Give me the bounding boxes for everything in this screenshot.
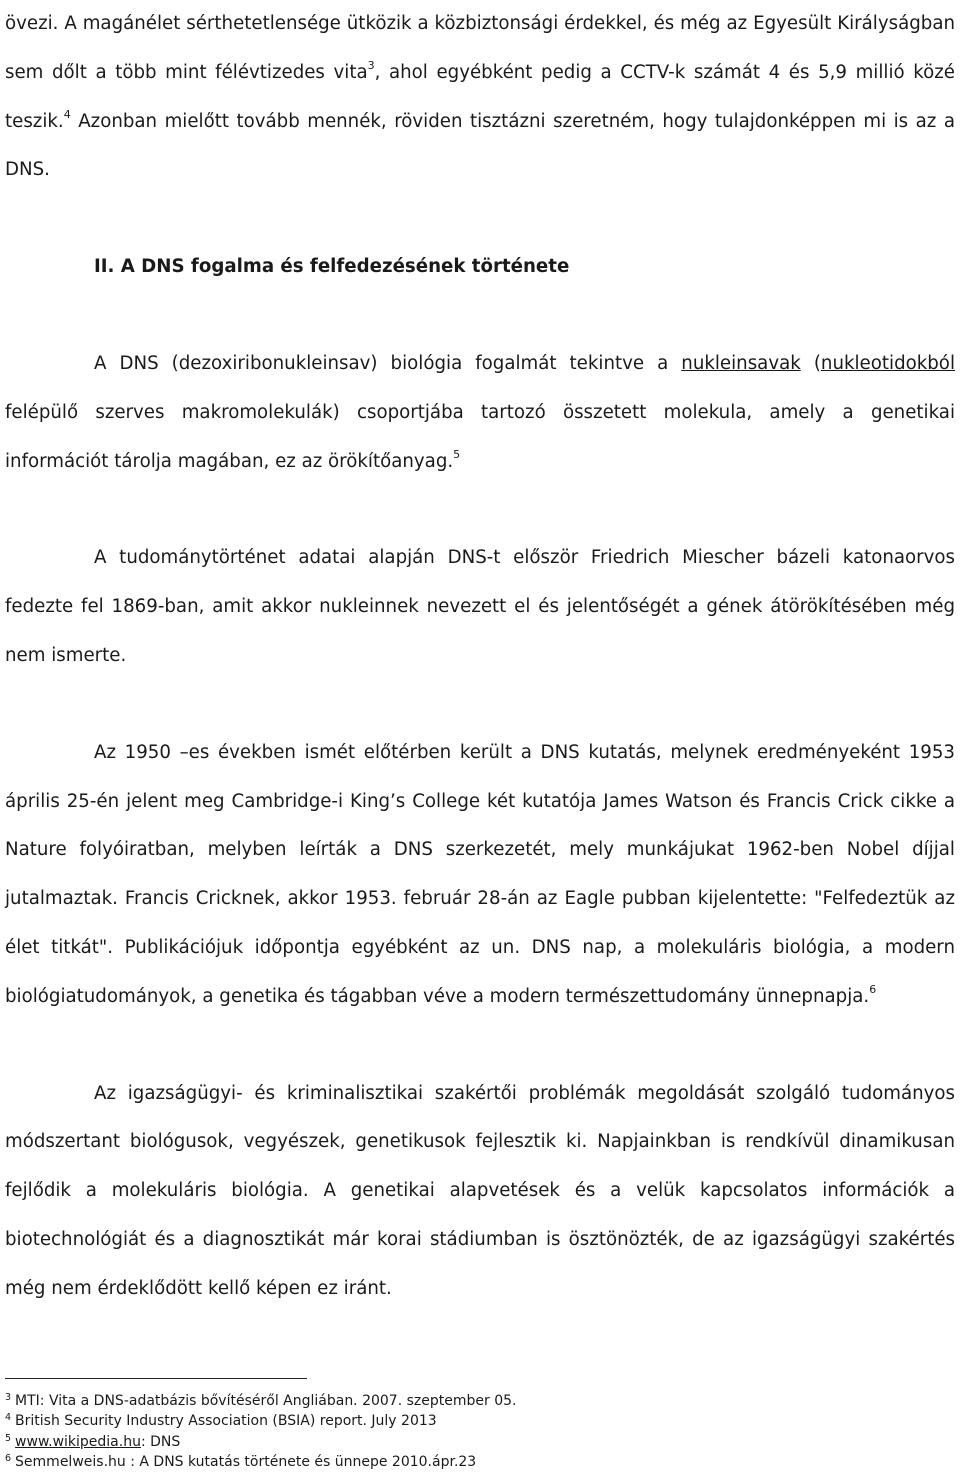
- footnote-text: MTI: Vita a DNS-adatbázis bővítéséről Angliában. 2007. szeptember 05.: [15, 1393, 517, 1409]
- footnote-4: [5, 1411, 955, 1431]
- footnote-text: : DNS: [140, 1433, 181, 1450]
- footnote-separator: [5, 1378, 307, 1379]
- document-page: [5, 0, 955, 1314]
- intro-text-1: övezi. A magánélet sérthetetlensége ütközik a közbiztonsági érdekkel, és még az Egyesült Királyságban sem dőlt a több mint félévtizedes vita: [5, 13, 955, 83]
- section-heading: II. A DNS fogalma és felfedezésének története: [94, 256, 570, 278]
- footnote-5: [5, 1432, 955, 1452]
- definition-text-3: felépülő szerves makromolekulák) csoportjába tartozó összetett molekula, amely a genetikai információt tárolja magában, ez az örökítőanyag.: [5, 401, 955, 472]
- nukleinsavak-link[interactable]: nukleinsavak: [681, 352, 801, 374]
- footnote-number: 6: [5, 1452, 12, 1464]
- nukleotidokbol-link[interactable]: nukleotidokból: [820, 352, 955, 374]
- footnote-3: [5, 1391, 955, 1411]
- definition-text-1: A DNS (dezoxiribonukleinsav) biológia fogalmát tekintve a: [94, 352, 682, 374]
- footnote-number: 4: [5, 1412, 12, 1424]
- footnote-ref-3[interactable]: 3: [367, 58, 375, 72]
- footnote-ref-4[interactable]: 4: [63, 107, 71, 121]
- watson-crick-paragraph: [5, 729, 955, 1022]
- footnote-6: [5, 1452, 955, 1472]
- intro-paragraph: [5, 0, 955, 195]
- forensic-paragraph: Az igazságügyi- és kriminalisztikai szakértői problémák megoldását szolgáló tudományos módszertant biológusok, vegyészek, genetikusok fejlesztik ki. Napjainkban is rendkívül dinamikusan fejlődik a molekuláris biológia. A genetikai alapvetések és a velük kapcsolatos információk a biotechnológiát és a diagnosztikát már korai stádiumban is ösztönözték, de az igazságügyi szakértés még nem érdeklődött kellő képen ez iránt.: [5, 1082, 955, 1299]
- definition-text-2: (: [800, 352, 821, 374]
- footnote-text: Semmelweis.hu : A DNS kutatás története és ünnepe 2010.ápr.23: [15, 1453, 477, 1470]
- footnote-text: British Security Industry Association (BSIA) report. July 2013: [15, 1413, 437, 1430]
- definition-paragraph: [5, 340, 955, 486]
- footnote-ref-5[interactable]: 5: [453, 447, 461, 461]
- wikipedia-link[interactable]: www.wikipedia.hu: [15, 1433, 141, 1450]
- watson-crick-text: Az 1950 –es években ismét előtérben került a DNS kutatás, melynek eredményeként 1953 április 25-én jelent meg Cambridge-i King’s College két kutatója James Watson és Francis Crick cikke a Nature folyóiratban, melyben leírták a DNS szerkezetét, mely munkájukat 1962-ben Nobel díjjal jutalmaztak. Francis Cricknek, akkor 1953. február 28-án az Eagle pubban kijelentette: "Felfedeztük az élet titkát". Publikációjuk időpontja egyébként az un. DNS nap, a molekuláris biológia, a modern biológiatudományok, a genetika és tágabban véve a modern természettudomány ünnepnapja.: [5, 741, 955, 1007]
- footnotes: [5, 1391, 955, 1472]
- history-paragraph: A tudománytörténet adatai alapján DNS-t először Friedrich Miescher bázeli katonaorvos fedezte fel 1869-ban, amit akkor nukleinnek nevezett el és jelentőségét a gének átörökítésében még nem ismerte.: [5, 547, 955, 666]
- intro-text-3: Azonban mielőtt tovább mennék, röviden tisztázni szeretném, hogy tulajdonképpen mi is az a DNS.: [5, 110, 955, 181]
- footnote-ref-6[interactable]: 6: [869, 982, 877, 996]
- footnote-number: 5: [5, 1432, 12, 1444]
- intro-text-2: , ahol egyébként pedig a CCTV-k számát 4 és 5,9 millió közé teszik.: [5, 61, 956, 132]
- footnote-number: 3: [5, 1392, 12, 1403]
